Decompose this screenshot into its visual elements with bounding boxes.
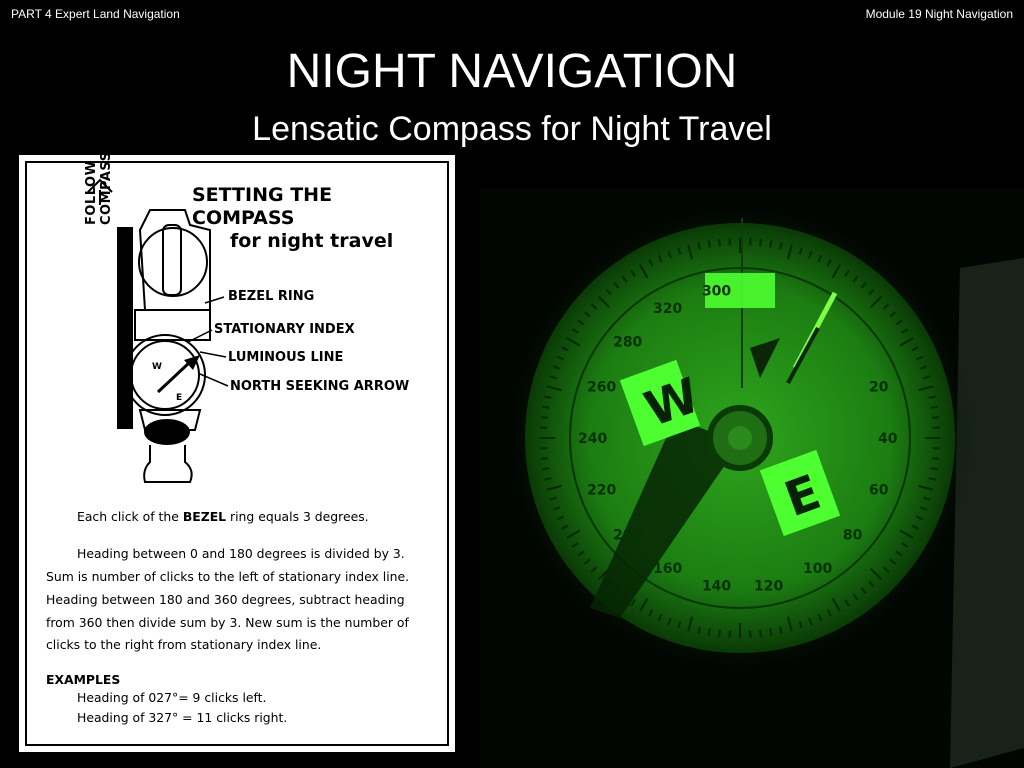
instruction-line: clicks to the right from stationary index line. bbox=[46, 637, 322, 652]
dial-scale-number: 60 bbox=[868, 482, 889, 499]
dial-tick bbox=[932, 458, 939, 459]
dial-scale-number: 100 bbox=[803, 560, 833, 577]
callout-bezel-ring: BEZEL RING bbox=[228, 289, 315, 304]
night-compass-photo bbox=[480, 188, 1024, 768]
dial-tick bbox=[709, 240, 710, 247]
north-seeking-arrow-icon bbox=[158, 355, 200, 392]
slide-subtitle: Lensatic Compass for Night Travel bbox=[252, 110, 772, 148]
manual-heading bbox=[192, 184, 432, 253]
dial-tick bbox=[760, 630, 761, 637]
examples-label: EXAMPLES bbox=[46, 672, 121, 687]
instruction-line: Heading between 180 and 360 degrees, subtract heading bbox=[46, 592, 405, 607]
header-module-part: PART 4 Expert Land Navigation bbox=[11, 7, 180, 21]
dial-tick bbox=[541, 417, 548, 418]
dial-scale-number: 120 bbox=[754, 578, 784, 595]
click-rule-text bbox=[77, 506, 369, 528]
callout-stationary-index: STATIONARY INDEX bbox=[214, 322, 355, 337]
click-rule-post: ring equals 3 degrees. bbox=[226, 509, 369, 524]
instruction-line: from 360 then divide sum by 3. New sum is the number of bbox=[46, 615, 409, 630]
diagram-west-mark: W bbox=[152, 362, 162, 372]
east-dial-mark: E bbox=[777, 464, 828, 529]
dial-tick bbox=[544, 396, 551, 397]
dial-tick bbox=[929, 478, 936, 479]
diagram-east-mark: E bbox=[176, 393, 183, 403]
click-rule-bold: BEZEL bbox=[182, 509, 227, 524]
dial-scale-number: 320 bbox=[653, 301, 683, 318]
dial-scale-number: 200 bbox=[613, 527, 643, 544]
dial-tick bbox=[698, 242, 699, 249]
manual-heading-line1: SETTING THE COMPASS bbox=[192, 184, 333, 229]
dial-tick bbox=[780, 627, 781, 634]
dial-scale-number: 280 bbox=[613, 334, 643, 351]
callout-north-seeking-arrow: NORTH SEEKING ARROW bbox=[230, 379, 410, 394]
dial-tick bbox=[931, 407, 938, 408]
dial-scale-number: 40 bbox=[878, 431, 898, 447]
dial-tick bbox=[542, 407, 549, 408]
dial-tick bbox=[709, 629, 710, 636]
dial-tick bbox=[719, 630, 720, 637]
example-line: Heading of 327° = 11 clicks right. bbox=[77, 710, 288, 725]
instruction-line: Heading between 0 and 180 degrees is divided by 3. bbox=[77, 546, 405, 561]
dial-tick bbox=[931, 468, 938, 469]
slide-title: NIGHT NAVIGATION bbox=[286, 45, 738, 98]
dial-tick bbox=[541, 458, 548, 459]
dial-tick bbox=[932, 417, 939, 418]
instruction-line: Sum is number of clicks to the left of stationary index line. bbox=[46, 569, 410, 584]
dial-tick bbox=[780, 242, 781, 249]
click-rule-pre: Each click of the bbox=[77, 509, 183, 524]
dial-tick bbox=[698, 627, 699, 634]
dial-scale-number: 20 bbox=[868, 379, 889, 396]
dial-scale-number: 160 bbox=[653, 560, 683, 577]
dial-scale-number: 220 bbox=[587, 482, 617, 499]
dial-tick bbox=[544, 478, 551, 479]
west-dial-mark: W bbox=[637, 367, 707, 439]
manual-heading-line2: for night travel bbox=[230, 230, 394, 252]
dial-scale-number: 300 bbox=[701, 283, 732, 300]
dial-tick bbox=[770, 629, 771, 636]
example-line: Heading of 027°= 9 clicks left. bbox=[77, 690, 267, 705]
follow-front-label: FOLLOW FRONT OF COMPASS bbox=[84, 77, 114, 225]
dial-tick bbox=[770, 240, 771, 247]
dial-tick bbox=[929, 396, 936, 397]
dial-scale-number: 260 bbox=[587, 379, 617, 396]
callout-luminous-line: LUMINOUS LINE bbox=[228, 350, 344, 365]
dial-tick bbox=[542, 468, 549, 469]
header-module-name: Module 19 Night Navigation bbox=[865, 7, 1013, 21]
dial-tick bbox=[719, 239, 720, 246]
dial-scale-number: 80 bbox=[842, 527, 863, 544]
dial-tick bbox=[760, 239, 761, 246]
dial-scale-number: 240 bbox=[578, 431, 608, 447]
dial-scale-number: 140 bbox=[701, 578, 732, 595]
